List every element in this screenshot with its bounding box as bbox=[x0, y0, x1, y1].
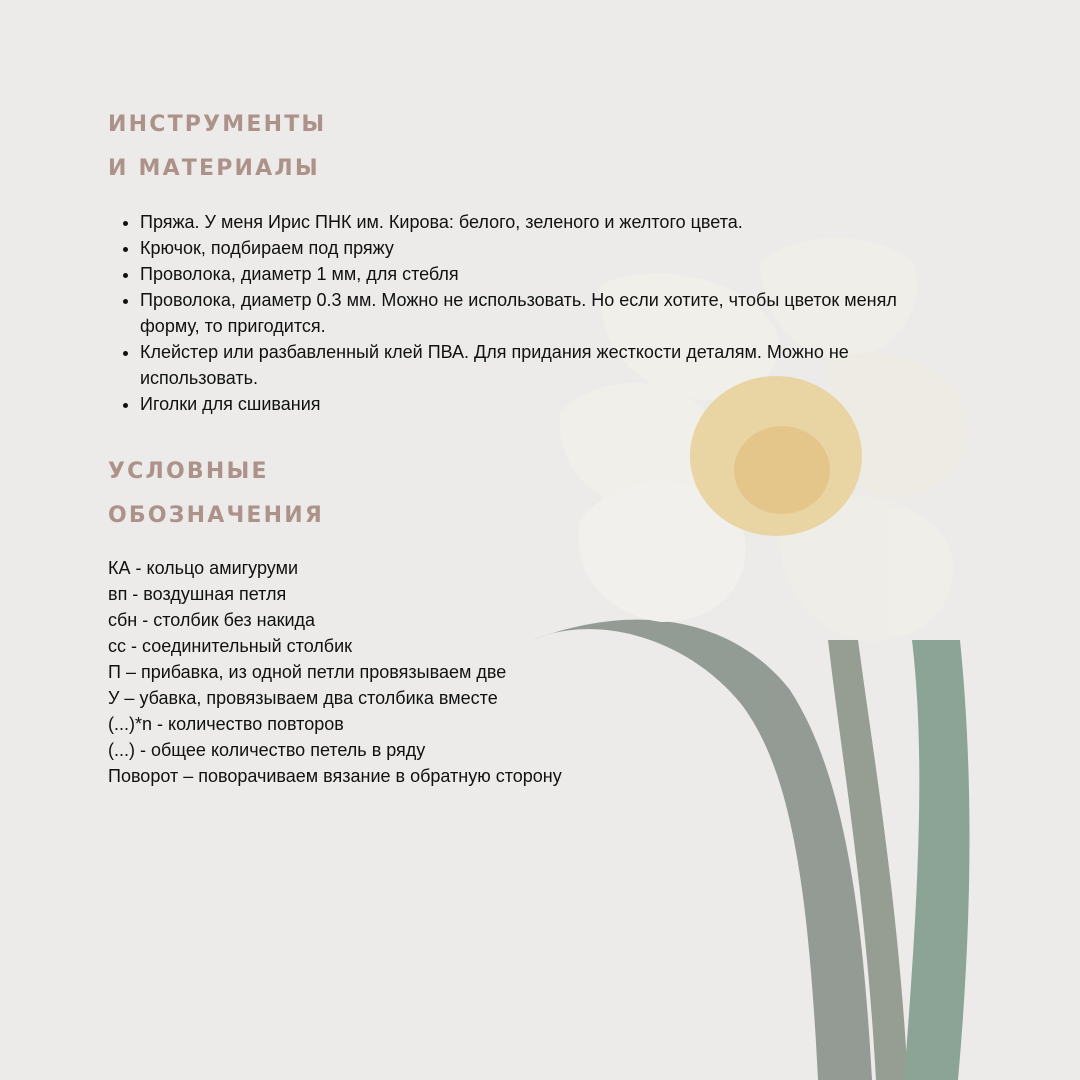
abbreviations-list bbox=[108, 555, 568, 789]
list-item: • Проволока, диаметр 0.3 мм. Можно не использовать. Но если хотите, чтобы цветок менял форму, то пригодится. bbox=[140, 287, 960, 339]
legend-heading-line1: УСЛОВНЫЕ bbox=[108, 459, 269, 484]
list-item: • Крючок, подбираем под пряжу bbox=[140, 235, 960, 261]
tools-heading-line1: ИНСТРУМЕНТЫ bbox=[108, 112, 327, 137]
abbreviation-line: КА - кольцо амигуруми bbox=[108, 558, 299, 578]
legend-heading bbox=[108, 450, 324, 538]
abbreviation-line: (...) - общее количество петель в ряду bbox=[108, 740, 426, 760]
list-item: • Иголки для сшивания bbox=[140, 391, 960, 417]
abbreviation-line: сбн - столбик без накида bbox=[108, 610, 316, 630]
abbreviation-line: (...)*n - количество повторов bbox=[108, 714, 344, 734]
legend-heading-line2: ОБОЗНАЧЕНИЯ bbox=[108, 503, 325, 528]
abbreviation-line: П – прибавка, из одной петли провязываем две bbox=[108, 662, 507, 682]
abbreviation-line: сс - соединительный столбик bbox=[108, 636, 353, 656]
tools-materials-heading bbox=[108, 103, 326, 191]
list-item: • Пряжа. У меня Ирис ПНК им. Кирова: белого, зеленого и желтого цвета. bbox=[140, 209, 960, 235]
list-item: • Проволока, диаметр 1 мм, для стебля bbox=[140, 261, 960, 287]
tools-heading-line2: И МАТЕРИАЛЫ bbox=[108, 156, 320, 181]
abbreviation-line: вп - воздушная петля bbox=[108, 584, 287, 604]
abbreviation-line: Поворот – поворачиваем вязание в обратную сторону bbox=[108, 766, 562, 786]
materials-list bbox=[108, 209, 960, 417]
abbreviation-line: У – убавка, провязываем два столбика вместе bbox=[108, 688, 498, 708]
list-item: • Клейстер или разбавленный клей ПВА. Для придания жесткости деталям. Можно не использовать. bbox=[140, 339, 960, 391]
